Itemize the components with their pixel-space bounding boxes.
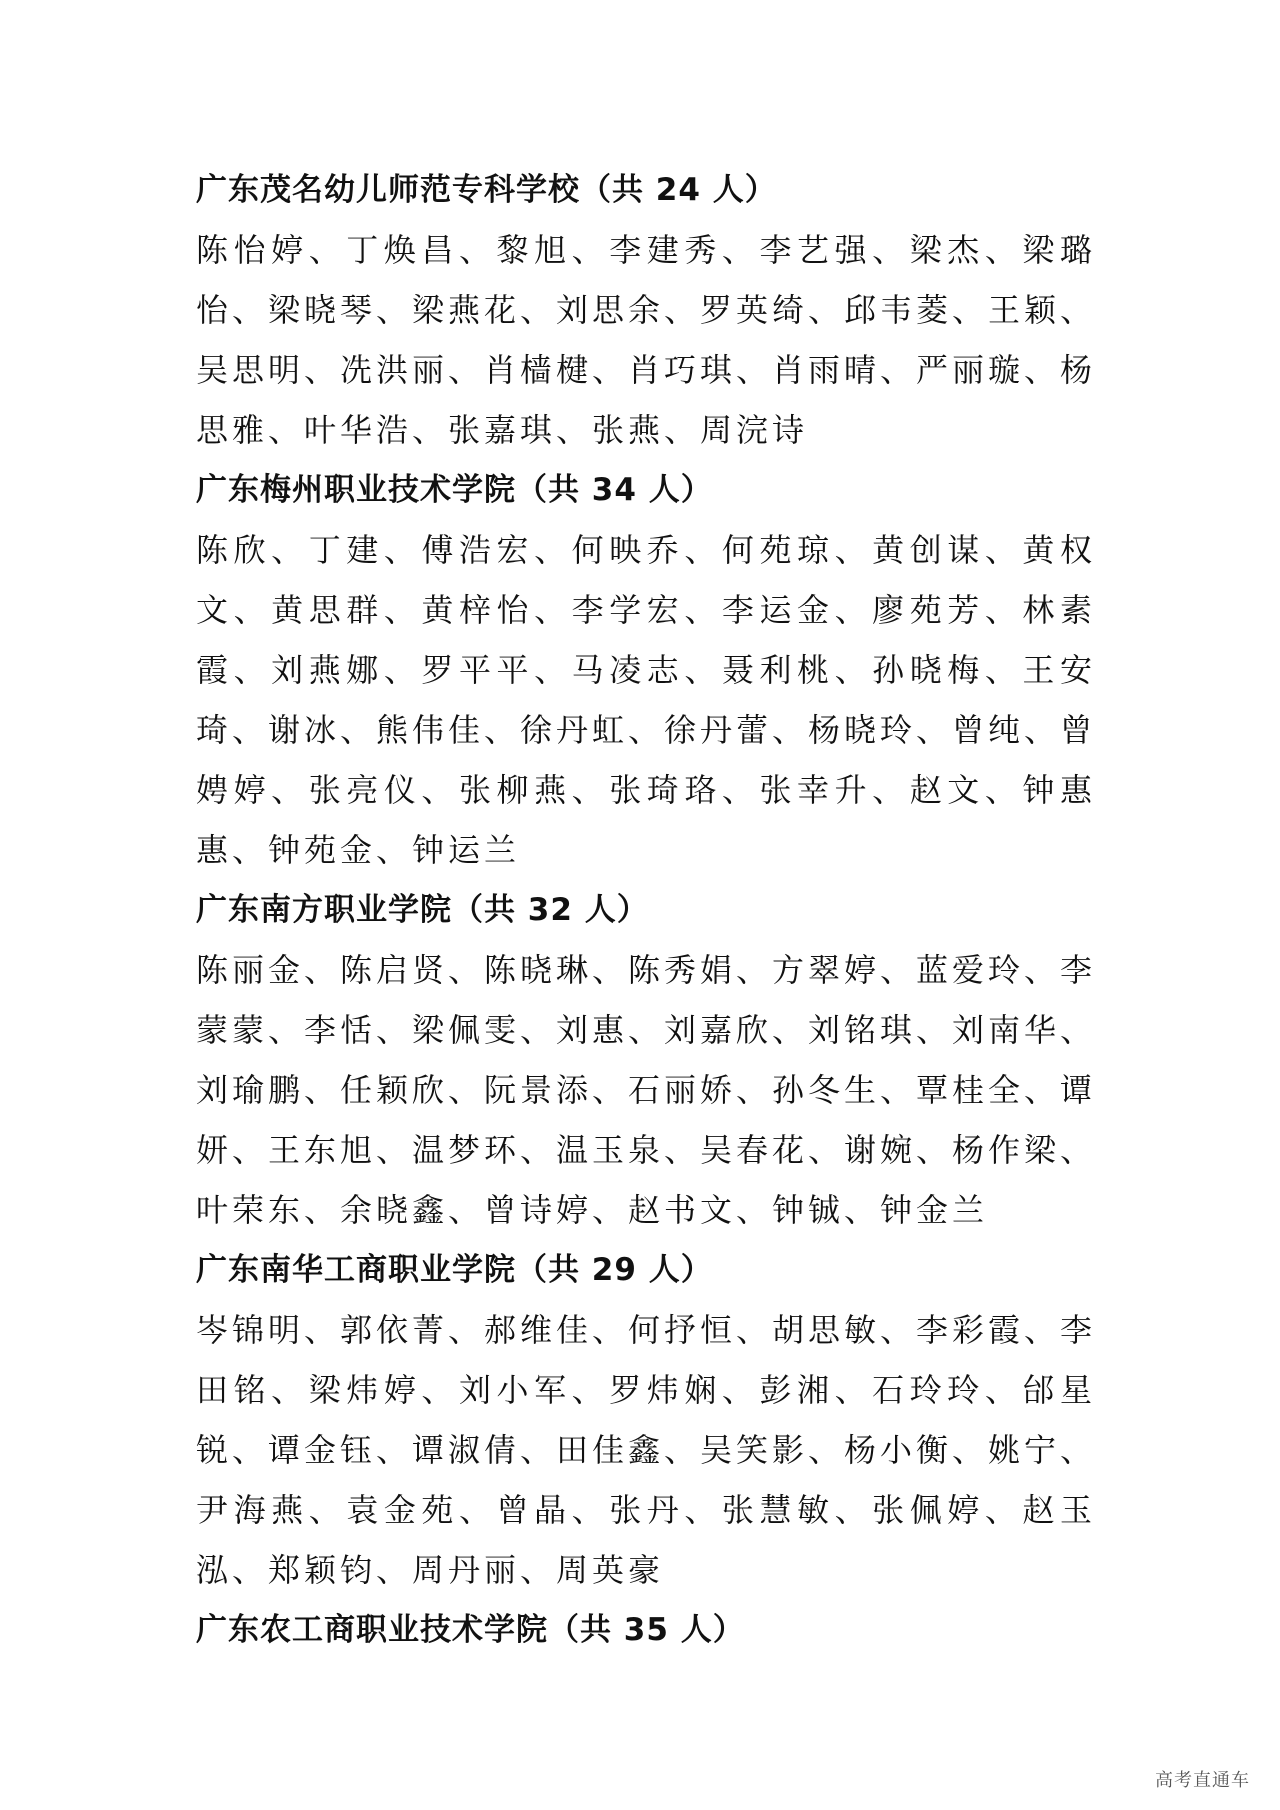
section-nanhua-business-college <box>196 1240 1096 1600</box>
section-agriculture-industry-business-polytechnic <box>196 1600 1096 1660</box>
section-meizhou-polytechnic <box>196 460 1096 880</box>
section-title: 广东南华工商职业学院（共 29 人） <box>196 1252 713 1288</box>
name-list: 陈怡婷、丁焕昌、黎旭、李建秀、李艺强、梁杰、梁璐怡、梁晓琴、梁燕花、刘思余、罗英绮、邱韦菱、王颖、吴思明、冼洪丽、肖樯楗、肖巧琪、肖雨晴、严丽璇、杨思雅、叶华浩、张嘉琪、张燕、周浣诗 <box>196 231 1097 449</box>
section-title: 广东茂名幼儿师范专科学校（共 24 人） <box>196 172 777 208</box>
name-list: 陈欣、丁建、傅浩宏、何映乔、何苑琼、黄创谋、黄权文、黄思群、黄梓怡、李学宏、李运金、廖苑芳、林素霞、刘燕娜、罗平平、马凌志、聂利桃、孙晓梅、王安琦、谢冰、熊伟佳、徐丹虹、徐丹蕾、杨晓玲、曾纯、曾娉婷、张亮仪、张柳燕、张琦珞、张幸升、赵文、钟惠惠、钟苑金、钟运兰 <box>196 531 1097 869</box>
watermark: 高考直通车 <box>1155 1770 1250 1791</box>
section-title: 广东梅州职业技术学院（共 34 人） <box>196 472 713 508</box>
document-page <box>196 160 1096 1660</box>
name-list: 岑锦明、郭依菁、郝维佳、何抒恒、胡思敏、李彩霞、李田铭、梁炜婷、刘小军、罗炜娴、彭湘、石玲玲、邰星锐、谭金钰、谭淑倩、田佳鑫、吴笑影、杨小衡、姚宁、尹海燕、袁金苑、曾晶、张丹、张慧敏、张佩婷、赵玉泓、郑颖钧、周丹丽、周英豪 <box>196 1311 1097 1589</box>
section-title: 广东南方职业学院（共 32 人） <box>196 892 649 928</box>
name-list: 陈丽金、陈启贤、陈晓琳、陈秀娟、方翠婷、蓝爱玲、李蒙蒙、李恬、梁佩雯、刘惠、刘嘉欣、刘铭琪、刘南华、刘瑜鹏、任颖欣、阮景添、石丽娇、孙冬生、覃桂全、谭妍、王东旭、温梦环、温玉泉、吴春花、谢婉、杨作梁、叶荣东、余晓鑫、曾诗婷、赵书文、钟铖、钟金兰 <box>196 951 1097 1229</box>
section-nanfang-vocational-college <box>196 880 1096 1240</box>
section-maoming-preschool-college <box>196 160 1096 460</box>
section-title: 广东农工商职业技术学院（共 35 人） <box>196 1612 745 1648</box>
